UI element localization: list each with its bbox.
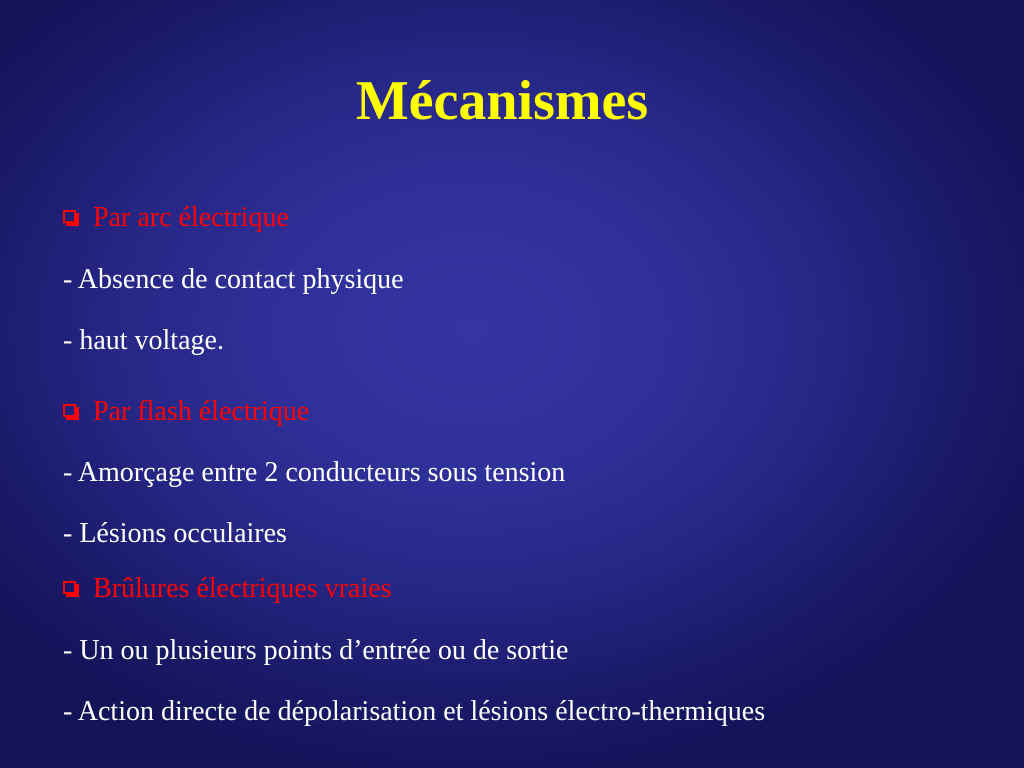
bullet-line: - Lésions occulaires — [63, 518, 287, 549]
section-heading-arc — [63, 202, 289, 234]
checkbox-icon — [63, 402, 83, 422]
checkbox-icon — [63, 208, 83, 228]
section-heading-brulures — [63, 573, 392, 605]
bullet-line: - Absence de contact physique — [63, 264, 404, 295]
bullet-line: - Amorçage entre 2 conducteurs sous tension — [63, 457, 566, 488]
slide-title: Mécanismes — [355, 70, 649, 132]
bullet-line: - Un ou plusieurs points d’entrée ou de sortie — [63, 635, 569, 666]
section-heading-flash — [63, 396, 309, 428]
section-heading-label: Brûlures électriques vraies — [93, 573, 392, 604]
section-heading-label: Par flash électrique — [93, 396, 310, 427]
checkbox-icon — [63, 579, 83, 599]
section-heading-label: Par arc électrique — [93, 202, 289, 233]
bullet-line: - Action directe de dépolarisation et lésions électro-thermiques — [63, 696, 766, 727]
bullet-line: - haut voltage. — [63, 325, 224, 356]
